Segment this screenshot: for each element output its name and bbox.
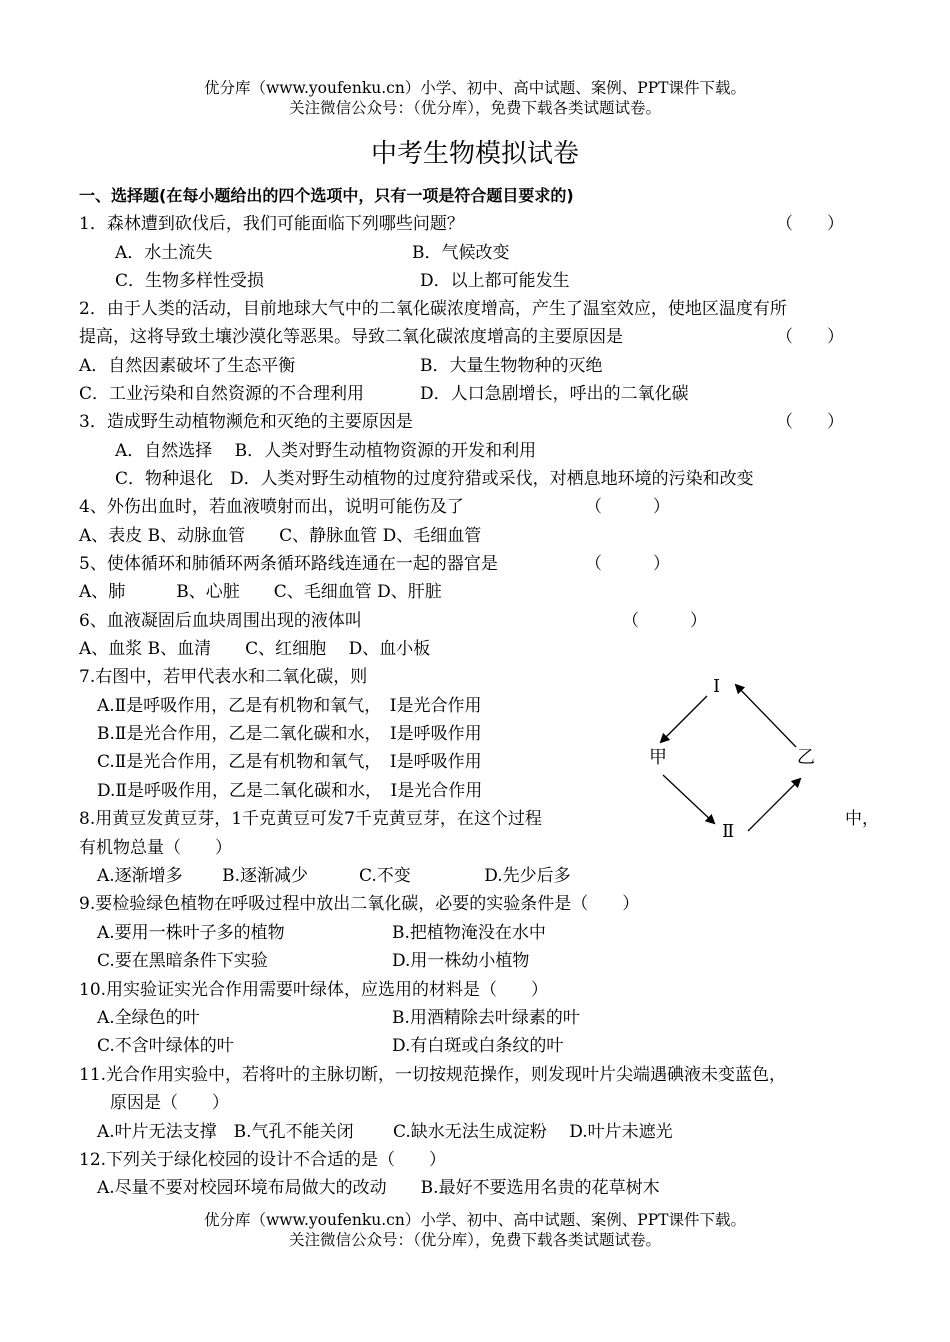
q11-options: A.叶片无法支撑 B.气孔不能关闭 C.缺水无法生成淀粉 D.叶片未遮光 [97, 1122, 673, 1142]
diagram-label-top: Ⅰ [713, 676, 721, 697]
q6-options: A、血浆 B、血清 C、红细胞 D、血小板 [79, 639, 431, 659]
q9-option-b: B.把植物淹没在水中 [392, 923, 546, 943]
q12-options-ab: A.尽量不要对校园环境布局做大的改动 B.最好不要选用名贵的花草树木 [97, 1178, 660, 1198]
q2-stem-line-2: 提高，这将导致土壤沙漠化等恶果。导致二氧化碳浓度增高的主要原因是 [79, 327, 623, 347]
q10-option-a: A.全绿色的叶 [97, 1008, 200, 1028]
q7-option-d: D.Ⅱ是呼吸作用，乙是二氧化碳和水， Ⅰ是光合作用 [97, 781, 483, 801]
arrow-bottom-to-right [748, 779, 800, 831]
diagram-label-right: 乙 [797, 747, 815, 768]
q7-option-c: C.Ⅱ是光合作用，乙是有机物和氧气， Ⅰ是呼吸作用 [97, 752, 482, 772]
q4-options: A、表皮 B、动脉血管 C、静脉血管 D、毛细血管 [79, 526, 482, 546]
q9-option-d: D.用一株幼小植物 [392, 951, 530, 971]
q10-option-b: B.用酒精除去叶绿素的叶 [392, 1008, 580, 1028]
q1-option-b: B．气候改变 [412, 243, 510, 263]
q11-stem-line-2: 原因是（ ） [110, 1093, 229, 1113]
q9-option-c: C.要在黑暗条件下实验 [97, 951, 268, 971]
q8-stem-line-2: 有机物总量（ ） [79, 838, 232, 858]
q4-answer-blank: （ ） [585, 497, 670, 517]
q9-option-a: A.要用一株叶子多的植物 [97, 923, 285, 943]
q4-stem: 4、外伤出血时，若血液喷射而出，说明可能伤及了 [79, 497, 464, 517]
arrow-right-to-top [736, 685, 796, 747]
q2-option-b: B．大量生物物种的灭绝 [420, 356, 603, 376]
arrow-top-to-left [661, 696, 707, 742]
diagram-label-left: 甲 [649, 747, 667, 768]
footer-line-2: 关注微信公众号：（优分库），免费下载各类试题试卷。 [288, 1231, 661, 1249]
q8-stem-line-1-tail: 中， [845, 809, 879, 829]
q7-stem: 7.右图中，若甲代表水和二氧化碳，则 [79, 667, 368, 687]
q3-answer-blank: （ ） [776, 412, 844, 432]
diagram-label-bottom: Ⅱ [722, 821, 735, 842]
q11-stem-line-1: 11.光合作用实验中，若将叶的主脉切断，一切按规范操作，则发现叶片尖端遇碘液未变蓝色， [79, 1065, 787, 1085]
q10-option-c: C.不含叶绿体的叶 [97, 1036, 234, 1056]
q6-stem: 6、血液凝固后血块周围出现的液体叫 [79, 611, 362, 631]
q8-stem-line-1: 8.用黄豆发黄豆芽，1千克黄豆可发7千克黄豆芽，在这个过程 [79, 809, 542, 829]
q2-stem-line-1: 2．由于人类的活动，目前地球大气中的二氧化碳浓度增高，产生了温室效应，使地区温度有所 [79, 299, 787, 319]
q2-option-c: C．工业污染和自然资源的不合理利用 [79, 384, 365, 404]
q9-stem: 9.要检验绿色植物在呼吸过程中放出二氧化碳，必要的实验条件是（ ） [79, 894, 640, 914]
q1-option-c: C．生物多样性受损 [115, 271, 265, 291]
q7-option-b: B.Ⅱ是光合作用，乙是二氧化碳和水， Ⅰ是呼吸作用 [97, 724, 482, 744]
section-heading: 一、选择题(在每小题给出的四个选项中，只有一项是符合题目要求的) [79, 186, 574, 205]
q10-option-d: D.有白斑或白条纹的叶 [392, 1036, 564, 1056]
q1-option-a: A．水土流失 [115, 243, 213, 263]
q1-stem: 1．森林遭到砍伐后，我们可能面临下列哪些问题？ [79, 214, 464, 234]
q3-options-ab: A．自然选择 B．人类对野生动植物资源的开发和利用 [115, 441, 537, 461]
q2-answer-blank: （ ） [776, 327, 844, 347]
q2-option-d: D．人口急剧增长，呼出的二氧化碳 [420, 384, 689, 404]
q3-options-cd: C．物种退化 D．人类对野生动植物的过度狩猎或采伐，对栖息地环境的污染和改变 [115, 469, 754, 489]
header-line-1: 优分库（www.youfenku.cn）小学、初中、高中试题、案例、PPT课件下载。 [203, 79, 747, 97]
q6-answer-blank: （ ） [622, 611, 707, 631]
q7-option-a: A.Ⅱ是呼吸作用，乙是有机物和氧气， Ⅰ是光合作用 [97, 696, 482, 716]
q12-stem: 12.下列关于绿化校园的设计不合适的是（ ） [79, 1150, 447, 1170]
q5-stem: 5、使体循环和肺循环两条循环路线连通在一起的器官是 [79, 554, 498, 574]
q5-options: A、肺 B、心脏 C、毛细血管 D、肝脏 [79, 582, 442, 602]
footer-line-1: 优分库（www.youfenku.cn）小学、初中、高中试题、案例、PPT课件下载。 [203, 1211, 747, 1229]
arrow-left-to-bottom [663, 775, 714, 823]
q1-answer-blank: （ ） [776, 214, 844, 234]
header-line-2: 关注微信公众号：（优分库），免费下载各类试题试卷。 [288, 99, 661, 117]
cycle-diagram [630, 668, 830, 848]
q10-stem: 10.用实验证实光合作用需要叶绿体，应选用的材料是（ ） [79, 980, 549, 1000]
q2-option-a: A．自然因素破坏了生态平衡 [79, 356, 296, 376]
page-title: 中考生物模拟试卷 [370, 139, 579, 169]
q8-options: A.逐渐增多 B.逐渐减少 C.不变 D.先少后多 [97, 866, 571, 886]
q3-stem: 3．造成野生动植物濒危和灭绝的主要原因是 [79, 412, 413, 432]
q1-option-d: D．以上都可能发生 [420, 271, 570, 291]
q5-answer-blank: （ ） [585, 554, 670, 574]
